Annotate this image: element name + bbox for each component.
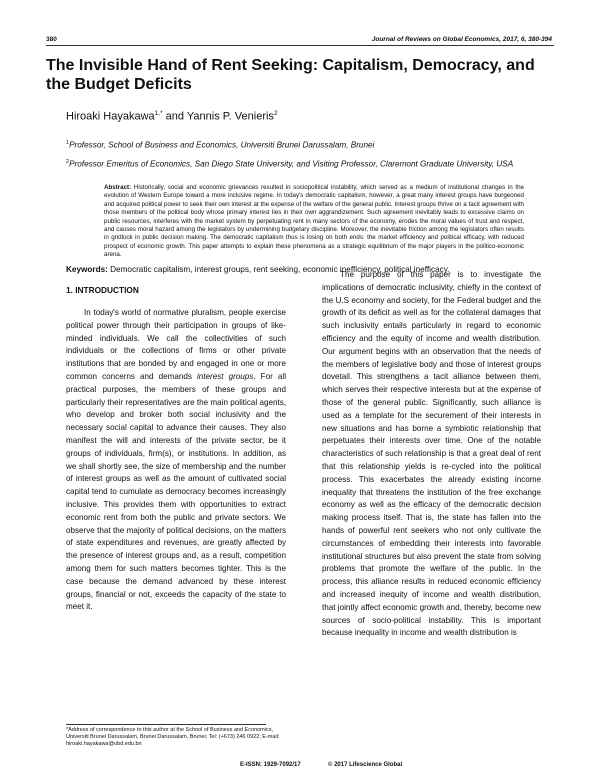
affiliation-2 [66, 157, 536, 170]
author-1-sup: 1,* [154, 110, 163, 117]
affiliation-1 [66, 138, 536, 151]
header-rule [46, 45, 554, 46]
abstract [104, 184, 524, 260]
keywords-text: Democratic capitalism, interest groups, rent seeking, economic inefficiency, political inefficacy. [107, 265, 450, 274]
intro-p1-text-a: In today's world of normative pluralism, people exercise political power through their participation in groups of like-minded individuals. We call the collectivities of such individuals or the collections of firms or other private institutions that are bonded by and engaged in one or more common concerns and demands [66, 308, 286, 381]
journal-header: Journal of Reviews on Global Economics, 2017, 6, 380-394 [371, 36, 552, 43]
affiliation-1-text: Professor, School of Business and Economics, Universiti Brunei Darussalam, Brunei [69, 140, 375, 150]
author-2-sup: 2 [273, 110, 278, 117]
author-2: Yannis P. Venieris [186, 110, 274, 123]
affiliation-1-sup: 1 [66, 140, 70, 146]
footer-copyright: © 2017 Lifescience Global [328, 762, 403, 768]
author-line [66, 110, 278, 123]
intro-paragraph-1 [66, 307, 286, 614]
keywords-label: Keywords: [66, 265, 108, 274]
affiliation-2-sup: 2 [66, 159, 70, 165]
footnote-rule [66, 724, 266, 725]
abstract-label: Abstract: [104, 184, 132, 191]
correspondence-footnote: *Address of correspondence to this author at the School of Business and Economics, Universiti Brunei Darussalam, Brunei Darussalam, Brunei; Tel: (+673) 246 0922; E-mail: hiroaki.hayakawa@ubd.edu.bn [66, 727, 280, 748]
page-number: 380 [46, 36, 57, 43]
intro-p1-text-b: . For all practical purposes, the members of these groups and particularly their representatives are the main political agents, who develop and broker both social inclusivity and the necessary social capital to advance their causes. They also manifest the will and interests of the private sector, be it groups of individuals, firm(s), or institutions. In addition, as we shall shortly see, the size of membership and the number of interest groups as well as the amount of cultivated social capital tend to cumulate as democracy becomes increasingly inclusive. This provides them with opportunities to extract economic rent from both the public and private sectors. We observe that the majority of political decisions, on the matters of state expenditures and revenues, are greatly affected by the presence of interest groups and, as a result, competition among them for such matters becomes tighter. This is the case because the demand advanced by these interest groups, financial or not, exceeds the capacity of the state to meet it. [66, 371, 286, 612]
section-heading: 1. INTRODUCTION [66, 285, 139, 295]
intro-p1-emphasis: interest groups [196, 371, 254, 381]
footer-issn: E-ISSN: 1929-7092/17 [240, 762, 301, 768]
author-1: Hiroaki Hayakawa [66, 110, 155, 123]
affiliation-2-text: Professor Emeritus of Economics, San Diego State University, and Visiting Professor, Claremont Graduate University, USA [69, 159, 514, 169]
intro-paragraph-2: The purpose of this paper is to investigate the implications of democratic inclusivity, chiefly in the context of the U.S economy and society, for the Federal budget and the growth of its deficit as well as for the collateral damages that such inclusivity entails particularly in regard to economic efficiency and the equity of income and wealth distribution. Our argument begins with an observation that the needs of the members of legislative body and those of interest groups dovetail. This strengthens a tacit alliance between them, which serves their respective interests but at the expense of those of the general public. Significantly, such alliance is used as a template for the securement of their interests in new situations and has borne a symbiotic relationship that perpetuates their interests over time. One of the notable characteristics of such relationship is that a great deal of rent that this relationship yields is re-cycled into the political process. This exacerbates the already existing income inequality that threatens the institution of the free exchange economy as well as the efficacy of the democratic decision making process itself. That is, the state has fallen into the hands of powerful rent seekers who not only cultivate the circumstances of embedding their interests into favorable institutional structures but also prevent the state from solving problems that promote the welfare of the public. In the process, this alliance results in reduced economic efficiency and increased inequity of income and wealth distribution, that jointly affect economic growth and, thereby, become new sources of socio-political instability. This is important because inequality in income and wealth distribution is [322, 270, 541, 638]
abstract-text: Historically, social and economic grievances resulted in sociopolitical instability, which served as a medium of institutional changes in the evolution of Western Europe toward a more inclusive regime. In today's democratic capitalism, however, a great many interest groups have burgeoned and acquired political power to seek their own interest at the expense of the welfare of the general public. Interest groups thrive on a tacit agreement with those members of the political body whose primary interest lies in their own aggrandizement. Such agreement inevitably leads to excessive claims on public resources, interferes with the market system by perpetuating rent in many sectors of the economy, erodes the moral values of trust and respect, and causes moral hazard among the legislators by undermining budgetary discipline. Moreover, the inevitable friction among the legislators often results in gridlock in public decision making. The democratic capitalism thus is losing on both ends: the market efficiency and political efficacy, with reduced prospect of economic growth. This paper attempts to explain these phenomena as a strategic equilibrium of the major players in the politico-economic arena. [104, 184, 524, 259]
paper-title: The Invisible Hand of Rent Seeking: Capitalism, Democracy, and the Budget Deficits [46, 57, 535, 93]
author-connector: and [162, 110, 187, 123]
